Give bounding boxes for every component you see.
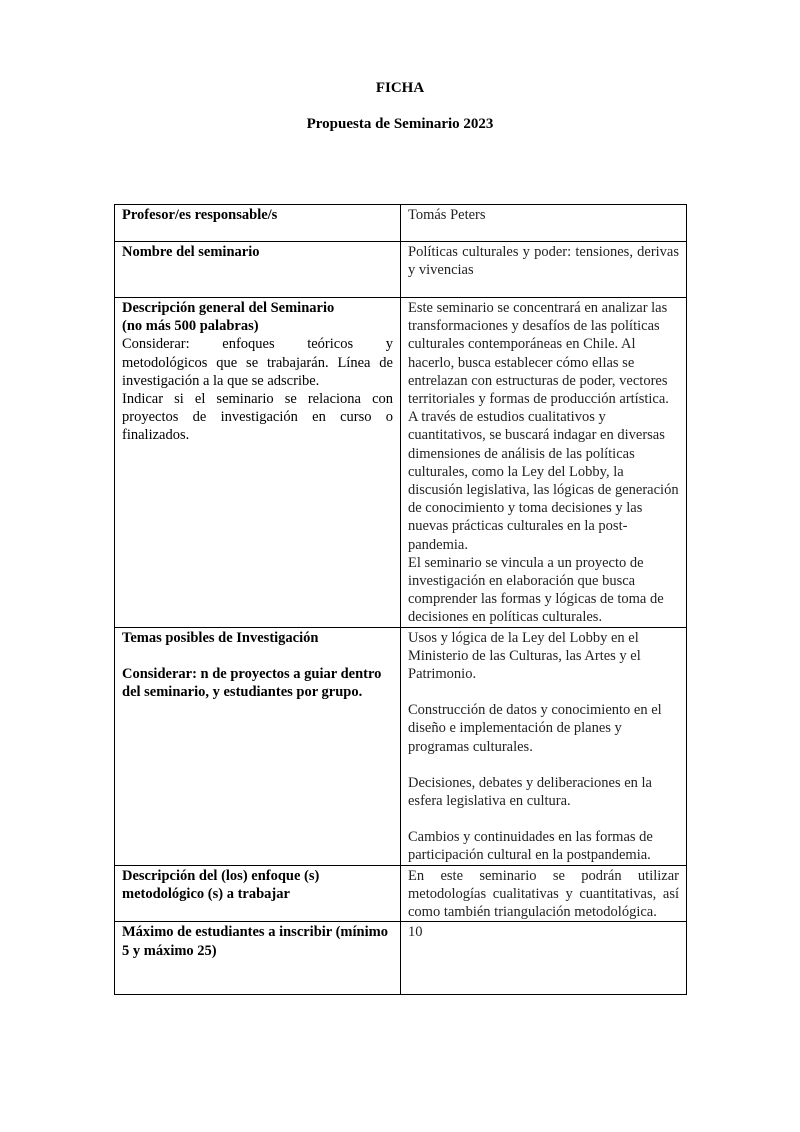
row-label-cell xyxy=(115,627,401,865)
seminar-form-table xyxy=(114,204,687,995)
row-value-cell xyxy=(401,922,687,995)
enfoque-label: Descripción del (los) enfoque (s) metodológico (s) a trabajar xyxy=(122,867,320,902)
tema-item: Construcción de datos y conocimiento en el diseño e implementación de planes y programas culturales. xyxy=(408,702,662,755)
table-row xyxy=(115,627,687,865)
row-value-cell xyxy=(401,205,687,242)
nombre-label: Nombre del seminario xyxy=(122,244,260,260)
tema-item: Usos y lógica de la Ley del Lobby en el Ministerio de las Culturas, las Artes y el Patrimonio. xyxy=(408,629,641,683)
table-row xyxy=(115,242,687,298)
row-label-cell xyxy=(115,865,401,922)
profesor-label: Profesor/es responsable/s xyxy=(122,207,278,223)
descripcion-label: Descripción general del Seminario xyxy=(122,300,335,316)
enfoque-value: En este seminario se podrán utilizar metodologías cualitativas y cuantitativas, así como también triangulación metodológica. xyxy=(408,867,679,921)
document-title: FICHA xyxy=(375,80,425,96)
row-label-cell xyxy=(115,242,401,298)
row-value-cell xyxy=(401,242,687,298)
descripcion-note-proyectos: Indicar si el seminario se relaciona con proyectos de investigación en curso o finalizados. xyxy=(122,391,393,444)
descripcion-value-paragraph: Este seminario se concentrará en analizar las transformaciones y desafíos de las políticas culturales contemporáneas en Chile. Al hacerlo, busca establecer cómo ellas se entrelazan con estructuras de poder, vectores territoriales y formas de producción artística. A través de estudios cualitativos y cuantitativos, se buscará indagar en diversas dimensiones de análisis de las políticas culturales, como la Ley del Lobby, la discusión legislativa, las lógicas de generación de conocimiento y toma decisiones y las nuevas prácticas culturales en la post-pandemia. xyxy=(408,300,679,553)
row-label-cell xyxy=(115,205,401,242)
table-row xyxy=(115,922,687,995)
row-value-cell xyxy=(401,627,687,865)
profesor-value: Tomás Peters xyxy=(408,207,486,223)
row-value-cell xyxy=(401,865,687,922)
maximo-value: 10 xyxy=(408,924,423,941)
temas-note: Considerar: n de proyectos a guiar dentro del seminario, y estudiantes por grupo. xyxy=(122,665,382,701)
table-row xyxy=(115,865,687,922)
descripcion-value-paragraph: El seminario se vincula a un proyecto de investigación en elaboración que busca comprender las formas y lógicas de toma de decisiones en políticas culturales. xyxy=(408,554,664,626)
row-label-cell xyxy=(115,922,401,995)
document-subtitle: Propuesta de Seminario 2023 xyxy=(306,116,494,132)
table-row xyxy=(115,205,687,242)
tema-item: Cambios y continuidades en las formas de participación cultural en la postpandemia. xyxy=(408,829,653,864)
tema-item: Decisiones, debates y deliberaciones en la esfera legislativa en cultura. xyxy=(408,774,652,810)
nombre-value: Políticas culturales y poder: tensiones, derivas y vivencias xyxy=(408,244,679,279)
row-label-cell xyxy=(115,298,401,628)
descripcion-label-limit: (no más 500 palabras) xyxy=(122,318,259,335)
row-value-cell xyxy=(401,298,687,628)
descripcion-note-enfoques: Considerar: enfoques teóricos y metodológicos que se trabajarán. Línea de investigación a la que se adscribe. xyxy=(122,336,393,389)
temas-label: Temas posibles de Investigación xyxy=(122,629,319,646)
table-row xyxy=(115,298,687,628)
maximo-label: Máximo de estudiantes a inscribir (mínimo 5 y máximo 25) xyxy=(122,924,388,959)
